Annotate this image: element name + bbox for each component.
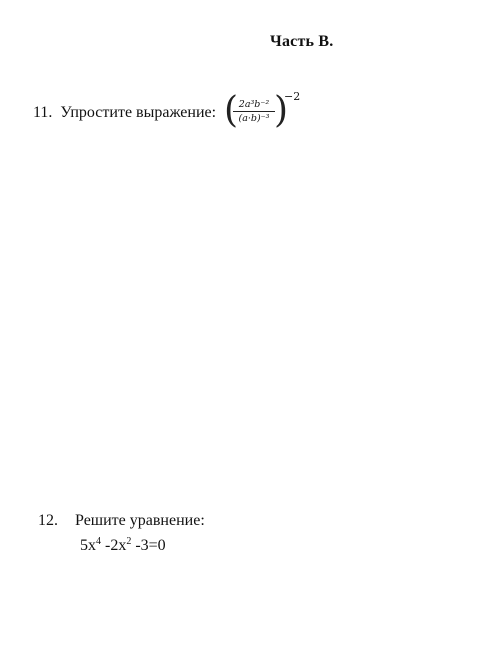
left-parenthesis: ( [224,90,239,131]
section-heading: Часть В. [270,33,334,50]
task-12 [38,512,205,530]
task-11-number: 11. [33,104,53,121]
task-11 [33,104,216,122]
equation-term1: 5x [80,537,96,554]
equation-rest: -3=0 [131,537,166,554]
equation-term2-exponent: 2 [126,536,132,547]
task-11-expression [224,90,304,133]
outer-exponent: −2 [284,90,301,103]
fraction-numerator: 2a³b⁻² [238,99,270,110]
task-12-equation [80,537,166,555]
equation-term2: -2x [101,537,127,554]
fraction-bar [233,111,275,112]
task-12-prompt: Решите уравнение: [75,512,205,529]
task-12-number: 12. [38,512,58,529]
task-11-prompt: Упростите выражение: [60,104,217,121]
right-parenthesis: ) [274,90,289,131]
equation-term1-exponent: 4 [96,536,101,547]
fraction-denominator: (a·b)⁻³ [238,113,270,124]
fraction [233,99,275,124]
